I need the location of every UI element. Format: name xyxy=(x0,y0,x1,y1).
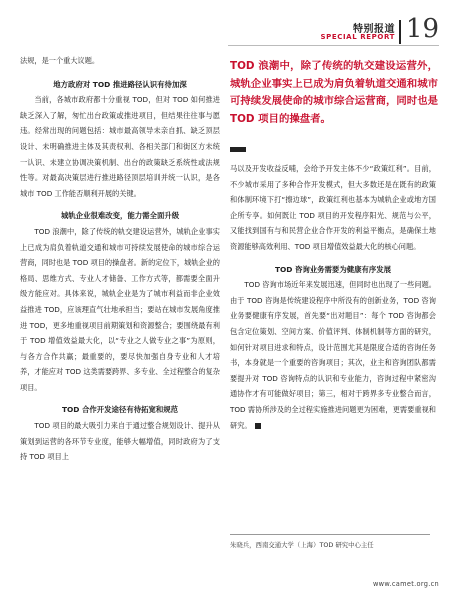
paragraph: 马以及开发收益反哺，会给予开发主体不少“政策红利”。目前，不少城市采用了多种合作开发模式，但大多数还是在既有的政策和体制环境下打“擦边球”，政策红利也基本为城轨企业或地方国企所专享。如何既让 TOD 项目的开发程序阳光、规范与公平，又能找到国有与和民营企业合作开发的利益平衡点，是确保土地资源能够高效利用、TOD 项目增值效益最大化的核心问题。 xyxy=(230,164,436,251)
header-divider xyxy=(399,20,401,44)
paragraph xyxy=(230,277,436,433)
page-number: 19 xyxy=(405,14,439,44)
left-column xyxy=(20,53,220,465)
pull-quote: TOD 浪潮中，除了传统的轨交建设运营外，城轨企业事实上已成为肩负着轨道交通和城市可持续发展使命的城市综合运营商，同时也是 TOD 项目的操盘者。 xyxy=(230,60,438,125)
paragraph: TOD 浪潮中，除了传统的轨交建设运营外，城轨企业事实上已成为肩负着轨道交通和城市可持续发展使命的城市综合运营商，同时也是 TOD 项目的操盘者。新的定位下，城轨企业的格局、思维方式、专业人才储备、工作方式等，都需要全面升级方能应对。具体来说，城轨企业是为了城市利益而非企业效益推进 TOD，应该理直气壮地承担当；要站在城市发展角度推进 TOD，更多地重视项目前期策划和资源整合；要围绕最有利于 TOD 增值效益最大化，以“专业之人做专业之事”为原则，与各方合作共赢；最重要的，要尽快加强自身专业和人才培养，才能应对 TOD 这类需要跨界、多专业、全过程整合的复杂项目。 xyxy=(20,226,220,392)
pull-quote-bar xyxy=(230,147,246,152)
section-title-english: SPECIAL REPORT xyxy=(320,33,395,41)
section-heading: TOD 咨询业务需要为健康有序发展 xyxy=(274,264,392,274)
footnote-rule xyxy=(230,534,430,535)
paragraph: TOD 项目的最大吸引力来自于通过整合规划设计、提升从策划到运营的各环节专业度，能够大幅增值，同时政府为了支持 TOD 项目上 xyxy=(20,421,220,462)
paragraph: 当前，各城市政府都十分重视 TOD，但对 TOD 如何推进缺乏深入了解，匆忙出台政策或推进项目，但结果往往事与愿违。经常出现的问题包括：城市最高领导未亲自抓、缺乏顶层设计、未明确推进主体及其责权利、各相关部门和街区方未统一认识、未建立协调决策机制、出台的政策缺乏系统性或法规性等。对最高决策层进行推进路径顶层培训并统一认识，是各城市 TOD 工作能否顺利开展的关键。 xyxy=(20,95,220,198)
footnote: 朱晓兵，西南交通大学（上海）TOD 研究中心主任 xyxy=(230,541,374,549)
website-url: www.camet.org.cn xyxy=(372,580,439,588)
paragraph: 法规，是一个重大议题。 xyxy=(20,56,100,65)
section-heading: 地方政府对 TOD 推进路径认识有待加深 xyxy=(53,79,187,89)
header-rule xyxy=(228,45,439,46)
paragraph-text: TOD 咨询市场近年来发展迅速，但同时也出现了一些问题。由于 TOD 咨询是传统建设程序中所没有的创新业务，TOD 咨询业务要健康有序发展，首先要“出对题目”：每个 TOD 咨询都会包含定位策划、空间方案、价值评判、体制机制等方面的研究，如何针对项目进求和特点，设计范围尤其是限度合适的咨询任务书，本身就是一个重要的咨询项目；其次，业主和咨询团队都需要提升对 TOD 咨询特点的认识和专业能力，咨询过程中紧密沟通协作才有可能做好项目；第三，相对于跨界多专业整合而言，TOD 需协所涉及的全过程实施推进问题更为困难，更需要重视和研究。 xyxy=(230,280,436,430)
end-mark-icon xyxy=(255,423,261,429)
section-title: 特别报道 xyxy=(353,24,395,35)
section-heading: 城轨企业很难改变，能力需全面升级 xyxy=(60,211,180,221)
right-column xyxy=(230,161,436,433)
section-heading: TOD 合作开发途径有待拓宽和规范 xyxy=(61,405,179,415)
